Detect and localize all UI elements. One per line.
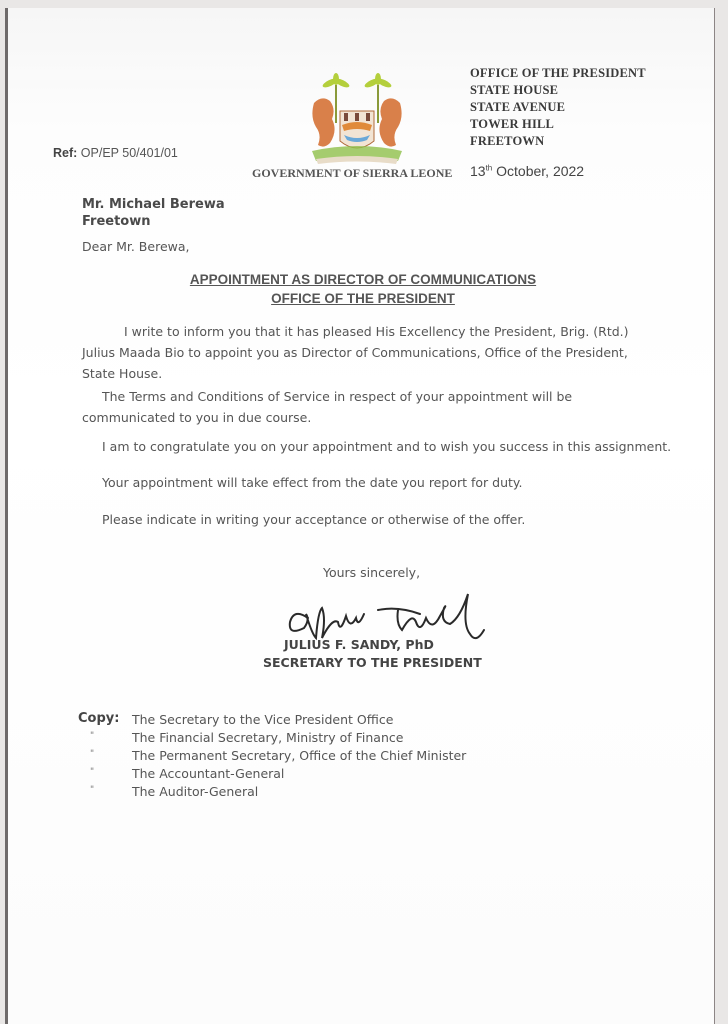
subject-line-1: APPOINTMENT AS DIRECTOR OF COMMUNICATIONS [189, 272, 537, 287]
coat-of-arms-icon [304, 73, 410, 171]
copy-recipients [132, 711, 466, 801]
ref-value: OP/EP 50/401/01 [80, 146, 178, 160]
recipient-name: Mr. Michael Berewa [82, 197, 225, 212]
ditto-mark: " [90, 785, 95, 795]
date-suffix: th [485, 163, 493, 173]
reference [53, 146, 178, 160]
body-paragraph-2: The Terms and Conditions of Service in respect of your appointment will be communicated to you in due course. [82, 389, 573, 425]
ditto-mark: " [90, 767, 95, 777]
letter-page [5, 8, 715, 1024]
office-line: FREETOWN [470, 134, 545, 148]
copy-recipient: The Secretary to the Vice President Office [132, 712, 394, 727]
recipient-address [82, 196, 225, 230]
copy-recipient: The Auditor-General [132, 784, 259, 799]
copy-label: Copy: [78, 711, 120, 726]
subject-line-2: OFFICE OF THE PRESIDENT [271, 291, 455, 306]
body-paragraph-5: Please indicate in writing your acceptance or otherwise of the offer. [102, 512, 526, 527]
ref-label: Ref: [53, 146, 78, 160]
copy-recipient: The Financial Secretary, Ministry of Finance [132, 730, 404, 745]
office-line: STATE AVENUE [470, 100, 566, 114]
copy-recipient: The Permanent Secretary, Office of the Chief Minister [132, 748, 467, 763]
closing: Yours sincerely, [323, 565, 421, 580]
signatory-title: SECRETARY TO THE PRESIDENT [263, 655, 482, 670]
copy-recipient: The Accountant-General [132, 766, 285, 781]
government-label: GOVERNMENT OF SIERRA LEONE [252, 166, 453, 180]
office-line: OFFICE OF THE PRESIDENT [470, 66, 646, 80]
office-line: STATE HOUSE [470, 83, 559, 97]
letter-date [470, 163, 584, 179]
body-paragraph-1: I write to inform you that it has pleased His Excellency the President, Brig. (Rtd.) Julius Maada Bio to appoint you as Director of Communications, Office of the President, State House. [82, 324, 629, 381]
ditto-mark: " [90, 749, 95, 759]
salutation: Dear Mr. Berewa, [82, 239, 190, 254]
body-paragraph-4: Your appointment will take effect from the date you report for duty. [102, 475, 523, 490]
office-line: TOWER HILL [470, 117, 555, 131]
signatory-name: JULIUS F. SANDY, PhD [284, 637, 434, 652]
subject-heading [8, 270, 718, 308]
date-rest: October, 2022 [492, 163, 585, 179]
body-paragraph-3: I am to congratulate you on your appointment and to wish you success in this assignment. [102, 439, 672, 454]
date-day: 13 [470, 163, 486, 179]
recipient-city: Freetown [82, 214, 151, 229]
ditto-mark: " [90, 731, 95, 741]
office-address [470, 65, 646, 150]
